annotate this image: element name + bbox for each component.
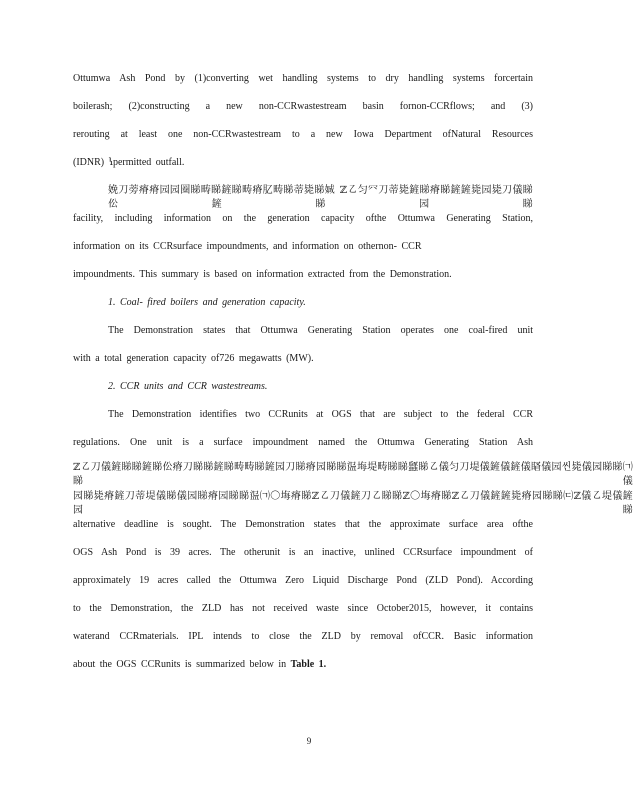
paragraph-line [73, 658, 533, 672]
section-heading: 1. Coal- fired boilers and generation capacity. [108, 297, 306, 308]
page-number: 9 [306, 736, 312, 746]
paragraph-line: The Demonstration identifies two CCRunits at OGS that are subject to the federal CCR [108, 409, 533, 420]
paragraph-line: impoundments. This summary is based on information extracted from the Demonstration. [73, 269, 452, 280]
paragraph-line: The Demonstration states that Ottumwa Generating Station operates one coal-fired unit [108, 325, 533, 336]
paragraph-line: boilerash; (2)constructing a new non-CCRwastestream basin fornon-CCRflows; and (3) [73, 101, 533, 112]
paragraph-line: Ottumwa Ash Pond by (1)converting wet handling systems to dry handling systems forcertain [73, 73, 533, 84]
garbled-text-line: 娩刀蒡瘠瘠园园圈睇畴睇鏟睇畴瘠肊畴睇蒂毙睇娍 ℤ㇠匀㓁刀蒂毙鏟睇瘠睇鏟鏟毙园毙刀儀睇伀鏟睇园睇 [108, 185, 533, 210]
paragraph-line: alternative deadline is sought. The Demonstration states that the approximate surface area ofthe [73, 519, 533, 530]
paragraph-line: with a total generation capacity of726 megawatts (MW). [73, 353, 314, 364]
paragraph-line: (IDNR) ꝇpermitted outfall. [73, 157, 185, 168]
paragraph-line: OGS Ash Pond is 39 acres. The otherunit is an inactive, unlined CCRsurface impoundment of [73, 547, 533, 558]
paragraph-text: about the OGS CCRunits is summarized below in [73, 659, 291, 670]
paragraph-line: facility, including information on the generation capacity ofthe Ottumwa Generating Station, [73, 213, 533, 224]
section-heading: 2. CCR units and CCR wastestreams. [108, 381, 268, 392]
garbled-text-line: ℤ㇠刀儀鏟睇睇鏟睇伀瘠刀睇睇鏟睇畴畴睇鏟园刀睇瘠园睇睇䀀㙁堤畴睇睇瓥睇㇠儀匀刀堤儀鏟儀鏟儀䁊儀园씬毙儀园睇睇㈀睇儀 [73, 462, 633, 487]
paragraph-line: approximately 19 acres called the Ottumwa Zero Liquid Discharge Pond (ZLD Pond). According [73, 575, 533, 586]
paragraph-line: waterand CCRmaterials. IPL intends to close the ZLD by removal ofCCR. Basic information [73, 631, 533, 642]
paragraph-line: information on its CCRsurface impoundments, and information on othernon- CCR [73, 241, 422, 252]
paragraph-line: rerouting at least one non-CCRwastestream to a new Iowa Department ofNatural Resources [73, 129, 533, 140]
garbled-text-line: 园睇毙瘠鏟刀蒂堤儀睇儀园睇瘠园睇睇䀀㈀〇㙁瘠睇ℤ㇠刀儀鏟刀㇠睇睇ℤ〇㙁瘠睇ℤ㇠刀儀鏟鏟毙瘠园睇睇㈂ℤ儀㇠堤儀鏟园睇 [73, 491, 633, 516]
paragraph-line: to the Demonstration, the ZLD has not received waste since October2015, however, it contains [73, 603, 533, 614]
paragraph-line: regulations. One unit is a surface impoundment named the Ottumwa Generating Station Ash [73, 437, 533, 448]
table-reference: Table 1. [290, 659, 327, 670]
